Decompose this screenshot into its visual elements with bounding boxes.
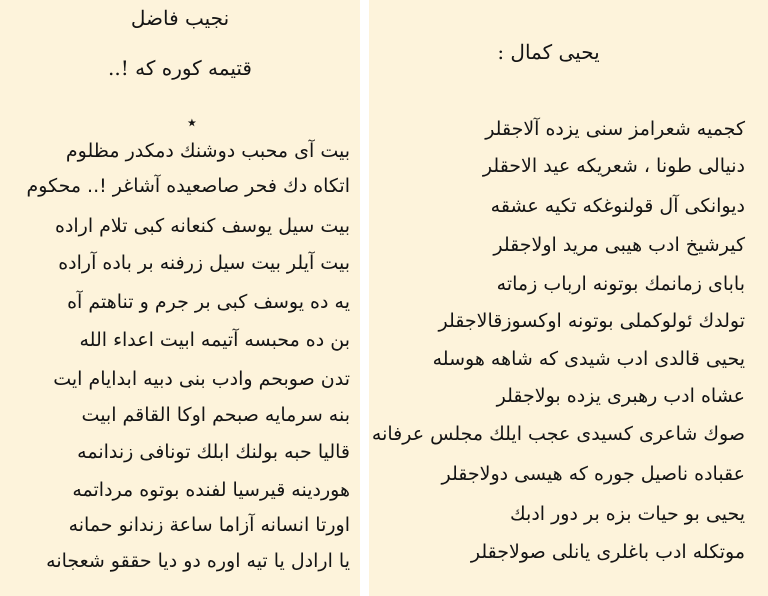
left-poem-title: قتيمه كوره كه !.. xyxy=(108,56,252,80)
right-line-1: كجميه شعرامز سنى يزده آلاجقلر xyxy=(485,118,745,140)
left-line-5: يه ده يوسف كبى بر جرم و تناهتم آه xyxy=(67,291,350,313)
right-manuscript-page xyxy=(369,0,768,596)
right-line-11: يحيى بو حيات بزه بر دور ادبك xyxy=(510,503,745,525)
right-line-2: دنيالى طونا ، شعريكه عيد الاحقلر xyxy=(482,155,745,177)
right-line-7: يحيى قالدى ادب شيدى كه شاهه هوسله xyxy=(432,348,745,370)
right-line-12: موتكله ادب باغلرى يانلى صولاجقلر xyxy=(470,541,745,563)
left-line-7: تدن صوبحم وادب بنى دبيه ابدايام ايت xyxy=(53,368,350,390)
left-manuscript-page xyxy=(0,0,360,596)
right-line-6: تولدك ئولوكملى بوتونه اوكسوزقالاجقلر xyxy=(438,310,745,332)
left-author-heading: نجيب فاضل xyxy=(130,6,230,30)
left-line-11: اورتا انسانه آزاما ساعة زندانو حمانه xyxy=(68,514,350,536)
page-gutter xyxy=(360,0,369,596)
right-line-3: ديوانكى آل قولنوغكه تكيه عشقه xyxy=(490,195,745,217)
right-line-8: عشاه ادب رهبرى يزده بولاجقلر xyxy=(496,385,745,407)
left-line-4: بيت آيلر بيت سيل زرفنه بر باده آراده xyxy=(58,252,350,274)
right-line-4: كيرشيخ ادب هيبى مريد اولاجقلر xyxy=(493,234,745,256)
left-line-10: هوردينه قيرسيا لفنده بوتوه مرداتمه xyxy=(72,479,350,501)
left-line-3: بيت سيل يوسف كنعانه كبى تلام اراده xyxy=(54,215,350,237)
title-separator-mark: ٭ xyxy=(187,112,197,133)
left-line-2: اتكاه دك فحر صاصعيده آشاغر !.. محكوم xyxy=(26,175,350,197)
left-line-9: قاليا حبه بولنك ابلك تونافى زندانمه xyxy=(77,441,350,463)
right-poem-title: يحيى كمال : xyxy=(497,40,600,64)
left-line-1: بيت آى محبب دوشنك دمكدر مظلوم xyxy=(65,140,350,162)
left-line-8: بنه سرمايه صبحم اوكا القاقم ابيت xyxy=(81,404,350,426)
left-line-6: بن ده محبسه آتيمه ابيت اعداء الله xyxy=(79,329,350,351)
left-line-12: يا ارادل يا تيه اوره دو ديا حققو شعجانه xyxy=(46,550,350,572)
right-line-10: عقباده ناصيل جوره كه هيسى دولاجقلر xyxy=(441,463,745,485)
right-line-9: صوك شاعرى كسيدى عجب ايلك مجلس عرفانه xyxy=(371,423,745,445)
right-line-5: باباى زمانمك بوتونه ارباب زماته xyxy=(496,273,745,295)
